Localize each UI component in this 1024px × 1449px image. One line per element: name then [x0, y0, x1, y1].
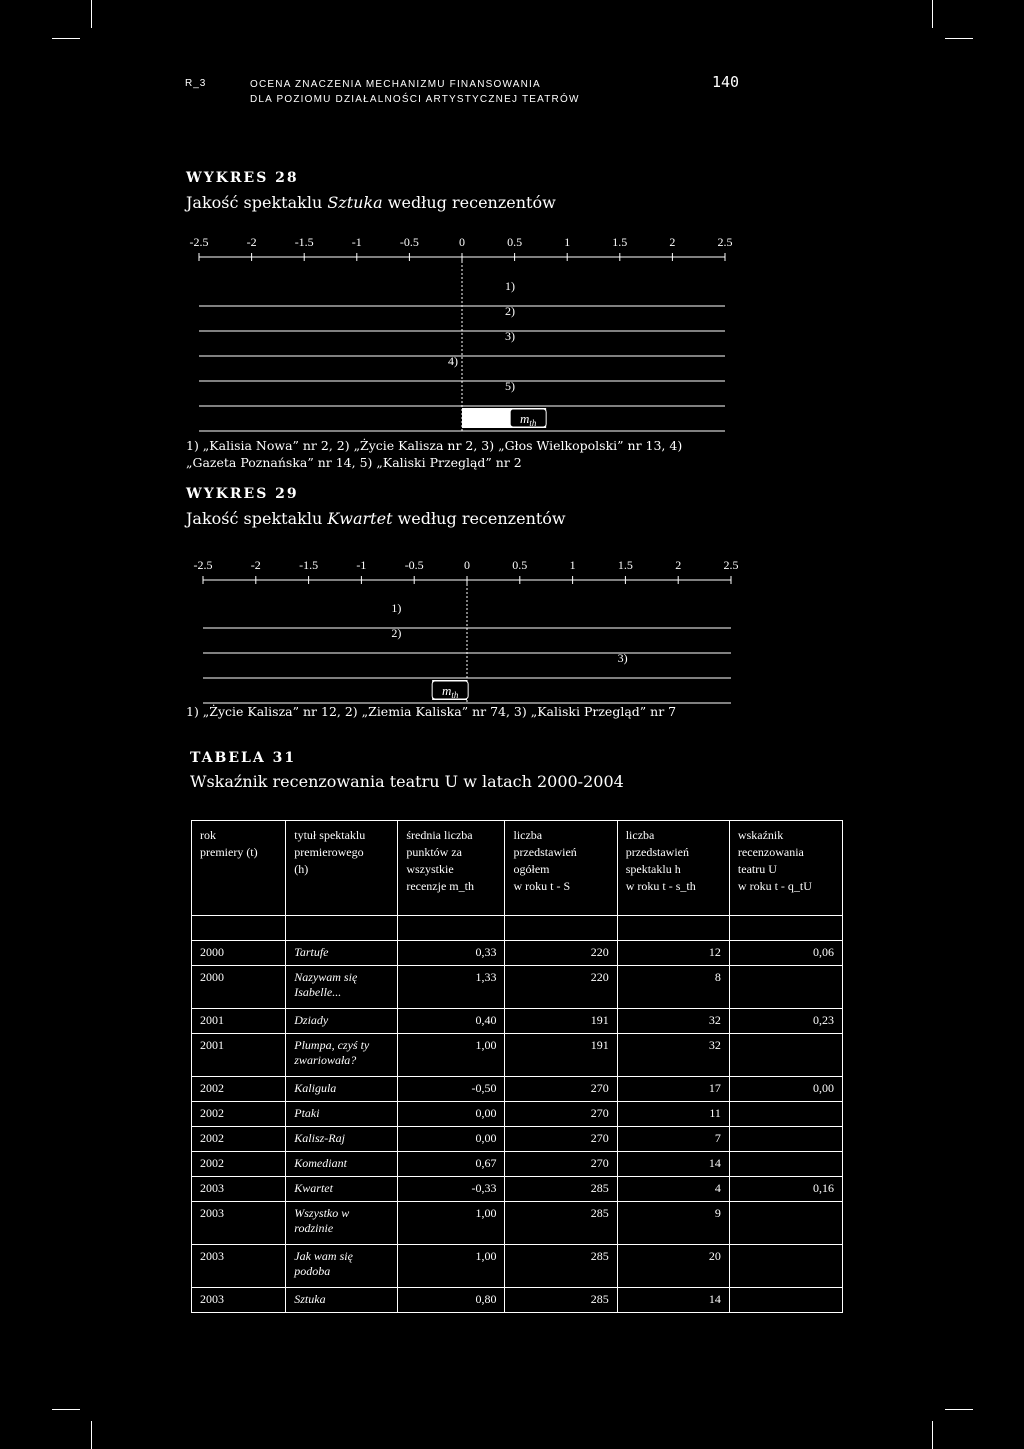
cell-avg: 1,00	[398, 1034, 505, 1077]
spacer-cell	[192, 916, 286, 941]
mean-label-sub: th	[451, 690, 459, 700]
mean-label-main: m	[519, 411, 530, 426]
column-header	[398, 821, 505, 916]
mean-label-sub: th	[529, 418, 537, 428]
column-header-line: premiery (t)	[200, 845, 258, 859]
row-label: 2)	[391, 626, 402, 640]
x-tick-label: 0	[459, 235, 465, 249]
row-label: 3)	[617, 651, 628, 665]
cell-count: 8	[617, 966, 729, 1009]
cell-year: 2002	[192, 1102, 286, 1127]
cell-title: Ptaki	[286, 1102, 398, 1127]
cell-index	[729, 966, 842, 1009]
chart-28-label: WYKRES 28	[186, 170, 299, 186]
table-row	[192, 1202, 843, 1245]
x-tick-label: 1.5	[617, 558, 633, 572]
column-header	[192, 821, 286, 916]
row-label: 1)	[505, 279, 515, 293]
table-row	[192, 1102, 843, 1127]
x-tick-label: 2.5	[717, 235, 733, 249]
table-row	[192, 1009, 843, 1034]
column-header-line: ogółem	[513, 862, 550, 876]
running-title-line1: OCENA ZNACZENIA MECHANIZMU FINANSOWANIA	[250, 79, 541, 90]
x-tick-label: 2	[669, 235, 676, 249]
cell-year: 2001	[192, 1034, 286, 1077]
cell-avg: 0,40	[398, 1009, 505, 1034]
table-row	[192, 1177, 843, 1202]
cell-year: 2002	[192, 1077, 286, 1102]
column-header-line: premierowego	[294, 845, 364, 859]
column-header	[286, 821, 398, 916]
cell-total: 285	[505, 1202, 617, 1245]
column-header-line: przedstawień	[513, 845, 577, 859]
cell-count: 7	[617, 1127, 729, 1152]
cell-index	[729, 1288, 842, 1313]
x-tick-label: -2	[250, 558, 261, 572]
cell-index	[729, 1034, 842, 1077]
column-header-line: tytuł spektaklu	[294, 828, 366, 842]
column-header-line: w roku t - s_th	[625, 879, 696, 893]
chart-29-caption: 1) „Życie Kalisza” nr 12, 2) „Ziemia Kaliska” nr 74, 3) „Kaliski Przegląd” nr 7	[186, 704, 677, 719]
cell-index	[729, 1127, 842, 1152]
chart-29-title: Jakość spektaklu Kwartet według recenzentów	[186, 509, 566, 528]
cell-index: 0,06	[729, 941, 842, 966]
x-tick-label: 0.5	[507, 235, 523, 249]
table-row	[192, 1245, 843, 1288]
column-header	[617, 821, 729, 916]
cell-count: 17	[617, 1077, 729, 1102]
page-number: 140	[712, 73, 740, 91]
x-tick-label: -1.5	[294, 235, 314, 249]
cell-count: 11	[617, 1102, 729, 1127]
cell-avg: 0,00	[398, 1102, 505, 1127]
cell-total: 270	[505, 1152, 617, 1177]
cell-index: 0,00	[729, 1077, 842, 1102]
cell-total: 220	[505, 941, 617, 966]
x-tick-label: 1	[569, 558, 576, 572]
running-title-line2: DLA POZIOMU DZIAŁALNOŚCI ARTYSTYCZNEJ TEATRÓW	[250, 94, 580, 105]
cell-avg: 1,00	[398, 1202, 505, 1245]
cell-total: 270	[505, 1102, 617, 1127]
cell-title: Jak wam się podoba	[286, 1245, 398, 1288]
cell-year: 2000	[192, 941, 286, 966]
cell-index	[729, 1152, 842, 1177]
x-tick-label: -2.5	[189, 235, 209, 249]
cell-year: 2003	[192, 1202, 286, 1245]
cell-total: 285	[505, 1245, 617, 1288]
column-header-line: (h)	[294, 862, 309, 876]
table-row	[192, 941, 843, 966]
column-header-line: liczba	[625, 828, 655, 842]
cell-year: 2001	[192, 1009, 286, 1034]
x-tick-label: 2	[675, 558, 682, 572]
table-row	[192, 1127, 843, 1152]
cell-year: 2000	[192, 966, 286, 1009]
x-tick-label: -1	[351, 235, 362, 249]
column-header-line: w roku t - q_tU	[737, 879, 812, 893]
cell-avg: 0,80	[398, 1288, 505, 1313]
x-tick-label: 0.5	[512, 558, 528, 572]
column-header-line: rok	[200, 828, 216, 842]
cell-count: 20	[617, 1245, 729, 1288]
cell-title: Kwartet	[286, 1177, 398, 1202]
cell-year: 2002	[192, 1127, 286, 1152]
x-tick-label: -0.5	[399, 235, 419, 249]
column-header-line: wszystkie	[406, 862, 454, 876]
column-header-line: recenzje m_th	[406, 879, 474, 893]
x-tick-label: -0.5	[404, 558, 424, 572]
column-header	[505, 821, 617, 916]
cell-count: 32	[617, 1034, 729, 1077]
table-title: Wskaźnik recenzowania teatru U w latach 2000-2004	[190, 772, 624, 791]
cell-avg: -0,50	[398, 1077, 505, 1102]
cell-count: 4	[617, 1177, 729, 1202]
table-spacer-row	[192, 916, 843, 941]
column-header-line: punktów za	[406, 845, 462, 859]
spacer-cell	[505, 916, 617, 941]
table-row	[192, 1288, 843, 1313]
column-header-line: recenzowania	[737, 845, 804, 859]
table-header-row	[192, 821, 843, 916]
cell-index: 0,23	[729, 1009, 842, 1034]
x-tick-label: -2.5	[193, 558, 213, 572]
cell-total: 270	[505, 1127, 617, 1152]
cell-title: Nazywam się Isabelle...	[286, 966, 398, 1009]
cell-year: 2003	[192, 1177, 286, 1202]
row-label: 1)	[391, 601, 402, 615]
table-row	[192, 1034, 843, 1077]
mean-label-main: m	[441, 683, 452, 698]
x-tick-label: 2.5	[723, 558, 739, 572]
cell-count: 32	[617, 1009, 729, 1034]
cell-total: 191	[505, 1009, 617, 1034]
cell-avg: 1,00	[398, 1245, 505, 1288]
row-label: 4)	[448, 354, 458, 368]
spacer-cell	[286, 916, 398, 941]
spacer-cell	[398, 916, 505, 941]
cell-total: 191	[505, 1034, 617, 1077]
row-label: 2)	[505, 304, 515, 318]
chart-28-caption: 1) „Kalisia Nowa” nr 2, 2) „Życie Kalisza nr 2, 3) „Głos Wielkopolski” nr 13, 4) „Gazeta Poznańska” nr 14, 5) „Kaliski Przegląd” nr 2	[186, 438, 683, 470]
cell-title: Komediant	[286, 1152, 398, 1177]
x-tick-label: -1.5	[299, 558, 319, 572]
column-header-line: liczba	[513, 828, 543, 842]
row-label: 5)	[505, 379, 515, 393]
review-index-table	[191, 820, 843, 1313]
spacer-cell	[729, 916, 842, 941]
cell-count: 14	[617, 1152, 729, 1177]
cell-title: Kaligula	[286, 1077, 398, 1102]
cell-index	[729, 1102, 842, 1127]
cell-title: Sztuka	[286, 1288, 398, 1313]
x-tick-label: -2	[246, 235, 257, 249]
spacer-cell	[617, 916, 729, 941]
cell-index	[729, 1202, 842, 1245]
column-header-line: wskaźnik	[737, 828, 784, 842]
cell-index	[729, 1245, 842, 1288]
cell-count: 14	[617, 1288, 729, 1313]
column-header-line: w roku t - S	[513, 879, 571, 893]
cell-index: 0,16	[729, 1177, 842, 1202]
column-header-line: teatru U	[737, 862, 777, 876]
cell-total: 270	[505, 1077, 617, 1102]
column-header	[729, 821, 842, 916]
column-header-line: przedstawień	[625, 845, 690, 859]
cell-total: 220	[505, 966, 617, 1009]
cell-year: 2002	[192, 1152, 286, 1177]
cell-avg: 1,33	[398, 966, 505, 1009]
cell-avg: 0,67	[398, 1152, 505, 1177]
cell-count: 9	[617, 1202, 729, 1245]
cell-year: 2003	[192, 1288, 286, 1313]
section-code: R_3	[185, 78, 207, 89]
table-row	[192, 1077, 843, 1102]
cell-avg: -0,33	[398, 1177, 505, 1202]
cell-total: 285	[505, 1177, 617, 1202]
column-header-line: średnia liczba	[406, 828, 473, 842]
cell-title: Kalisz-Raj	[286, 1127, 398, 1152]
cell-total: 285	[505, 1288, 617, 1313]
chart-29-label: WYKRES 29	[186, 486, 299, 502]
chart-28-title: Jakość spektaklu Sztuka według recenzentów	[186, 193, 556, 212]
x-tick-label: 0	[464, 558, 470, 572]
cell-title: Wszystko w rodzinie	[286, 1202, 398, 1245]
x-tick-label: 1.5	[612, 235, 628, 249]
cell-title: Dziady	[286, 1009, 398, 1034]
cell-title: Tartufe	[286, 941, 398, 966]
cell-title: Plumpa, czyś ty zwariowała?	[286, 1034, 398, 1077]
x-tick-label: 1	[564, 235, 571, 249]
row-label: 3)	[505, 329, 515, 343]
table-label: TABELA 31	[190, 750, 297, 766]
table-row	[192, 966, 843, 1009]
cell-year: 2003	[192, 1245, 286, 1288]
x-tick-label: -1	[356, 558, 367, 572]
cell-avg: 0,33	[398, 941, 505, 966]
table-row	[192, 1152, 843, 1177]
column-header-line: spektaklu h	[625, 862, 681, 876]
cell-avg: 0,00	[398, 1127, 505, 1152]
cell-count: 12	[617, 941, 729, 966]
